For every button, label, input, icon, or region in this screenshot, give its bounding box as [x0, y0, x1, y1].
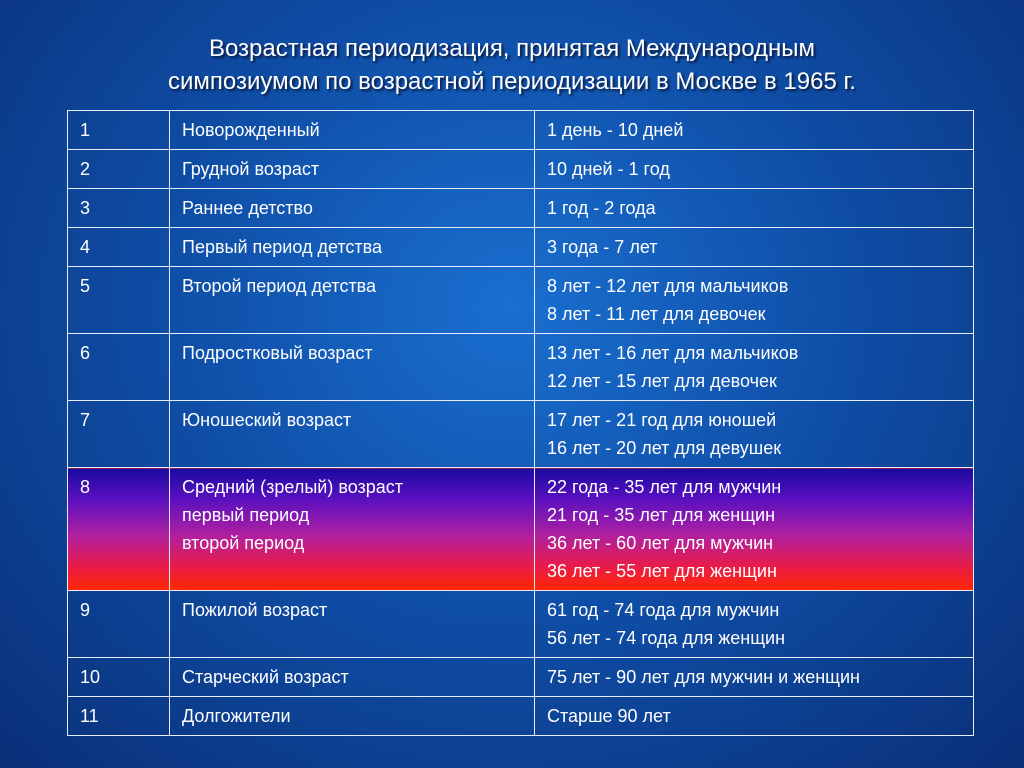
- row-number-cell: [68, 591, 170, 658]
- row-number-cell: [68, 334, 170, 401]
- period-name: Раннее детство: [182, 198, 313, 218]
- row-number: 4: [80, 237, 91, 257]
- period-name: Грудной возраст: [182, 159, 320, 179]
- slide-title: [40, 32, 984, 98]
- period-name: Подростковый возраст: [182, 343, 373, 363]
- age-range: 1 год - 2 года: [547, 198, 656, 218]
- age-range: 3 года - 7 лет: [547, 237, 658, 257]
- period-name: Юношеский возраст: [182, 410, 352, 430]
- age-range-cell: [535, 697, 974, 736]
- period-name-cell: [170, 658, 535, 697]
- row-number: 3: [80, 198, 91, 218]
- age-range: 22 года - 35 лет для мужчин: [547, 477, 782, 497]
- period-name-cell: [170, 150, 535, 189]
- row-number: 2: [80, 159, 91, 179]
- age-range: 8 лет - 11 лет для девочек: [547, 304, 766, 324]
- period-name-cell: [170, 111, 535, 150]
- table-row: [68, 658, 974, 697]
- row-number-cell: [68, 228, 170, 267]
- age-range-cell: [535, 267, 974, 334]
- row-number: 1: [80, 120, 91, 140]
- row-number-cell: [68, 697, 170, 736]
- age-range: 36 лет - 60 лет для мужчин: [547, 533, 774, 553]
- period-name: Новорожденный: [182, 120, 320, 140]
- age-range: 56 лет - 74 года для женщин: [547, 628, 786, 648]
- table-row: [68, 697, 974, 736]
- table-row: [68, 150, 974, 189]
- period-name-cell: [170, 591, 535, 658]
- age-range: 21 год - 35 лет для женщин: [547, 505, 776, 525]
- period-name-cell: [170, 267, 535, 334]
- age-range: 12 лет - 15 лет для девочек: [547, 371, 777, 391]
- period-name-cell: [170, 228, 535, 267]
- age-range-cell: [535, 401, 974, 468]
- age-range: 1 день - 10 дней: [547, 120, 684, 140]
- period-name: Средний (зрелый) возраст: [182, 477, 404, 497]
- age-range-cell: [535, 111, 974, 150]
- age-range: 61 год - 74 года для мужчин: [547, 600, 780, 620]
- period-name-cell: [170, 468, 535, 591]
- row-number: 5: [80, 276, 91, 296]
- age-periods-table: [67, 110, 974, 736]
- row-number-cell: [68, 401, 170, 468]
- table-row: [68, 267, 974, 334]
- table-row: [68, 111, 974, 150]
- age-range: 10 дней - 1 год: [547, 159, 670, 179]
- row-number-cell: [68, 189, 170, 228]
- age-range-cell: [535, 150, 974, 189]
- table-row: [68, 468, 974, 591]
- period-name-cell: [170, 334, 535, 401]
- period-name: второй период: [182, 533, 305, 553]
- period-name: Старческий возраст: [182, 667, 349, 687]
- age-range-cell: [535, 334, 974, 401]
- table-row: [68, 189, 974, 228]
- table-row: [68, 591, 974, 658]
- row-number: 11: [80, 706, 99, 726]
- age-range-cell: [535, 189, 974, 228]
- row-number-cell: [68, 267, 170, 334]
- row-number-cell: [68, 111, 170, 150]
- period-name-cell: [170, 189, 535, 228]
- age-range: 36 лет - 55 лет для женщин: [547, 561, 777, 581]
- row-number: 6: [80, 343, 91, 363]
- age-range: 16 лет - 20 лет для девушек: [547, 438, 782, 458]
- slide-title-line-1: Возрастная периодизация, принятая Международным: [208, 35, 816, 62]
- age-range: 13 лет - 16 лет для мальчиков: [547, 343, 799, 363]
- age-range-cell: [535, 591, 974, 658]
- period-name: Долгожители: [182, 706, 291, 726]
- period-name-cell: [170, 401, 535, 468]
- row-number: 8: [80, 477, 91, 497]
- period-name-cell: [170, 697, 535, 736]
- row-number: 10: [80, 667, 101, 687]
- table-row: [68, 334, 974, 401]
- age-range: Старше 90 лет: [547, 706, 671, 726]
- age-range-cell: [535, 468, 974, 591]
- row-number: 9: [80, 600, 91, 620]
- row-number-cell: [68, 468, 170, 591]
- table-row: [68, 228, 974, 267]
- age-range-cell: [535, 228, 974, 267]
- age-range: 17 лет - 21 год для юношей: [547, 410, 777, 430]
- row-number: 7: [80, 410, 91, 430]
- period-name: Второй период детства: [182, 276, 377, 296]
- age-range: 75 лет - 90 лет для мужчин и женщин: [547, 667, 860, 687]
- row-number-cell: [68, 658, 170, 697]
- period-name: первый период: [182, 505, 310, 525]
- period-name: Пожилой возраст: [182, 600, 328, 620]
- row-number-cell: [68, 150, 170, 189]
- table-row: [68, 401, 974, 468]
- age-range-cell: [535, 658, 974, 697]
- slide-title-line-2: симпозиумом по возрастной периодизации в Москве в 1965 г.: [168, 68, 856, 95]
- period-name: Первый период детства: [182, 237, 383, 257]
- age-range: 8 лет - 12 лет для мальчиков: [547, 276, 789, 296]
